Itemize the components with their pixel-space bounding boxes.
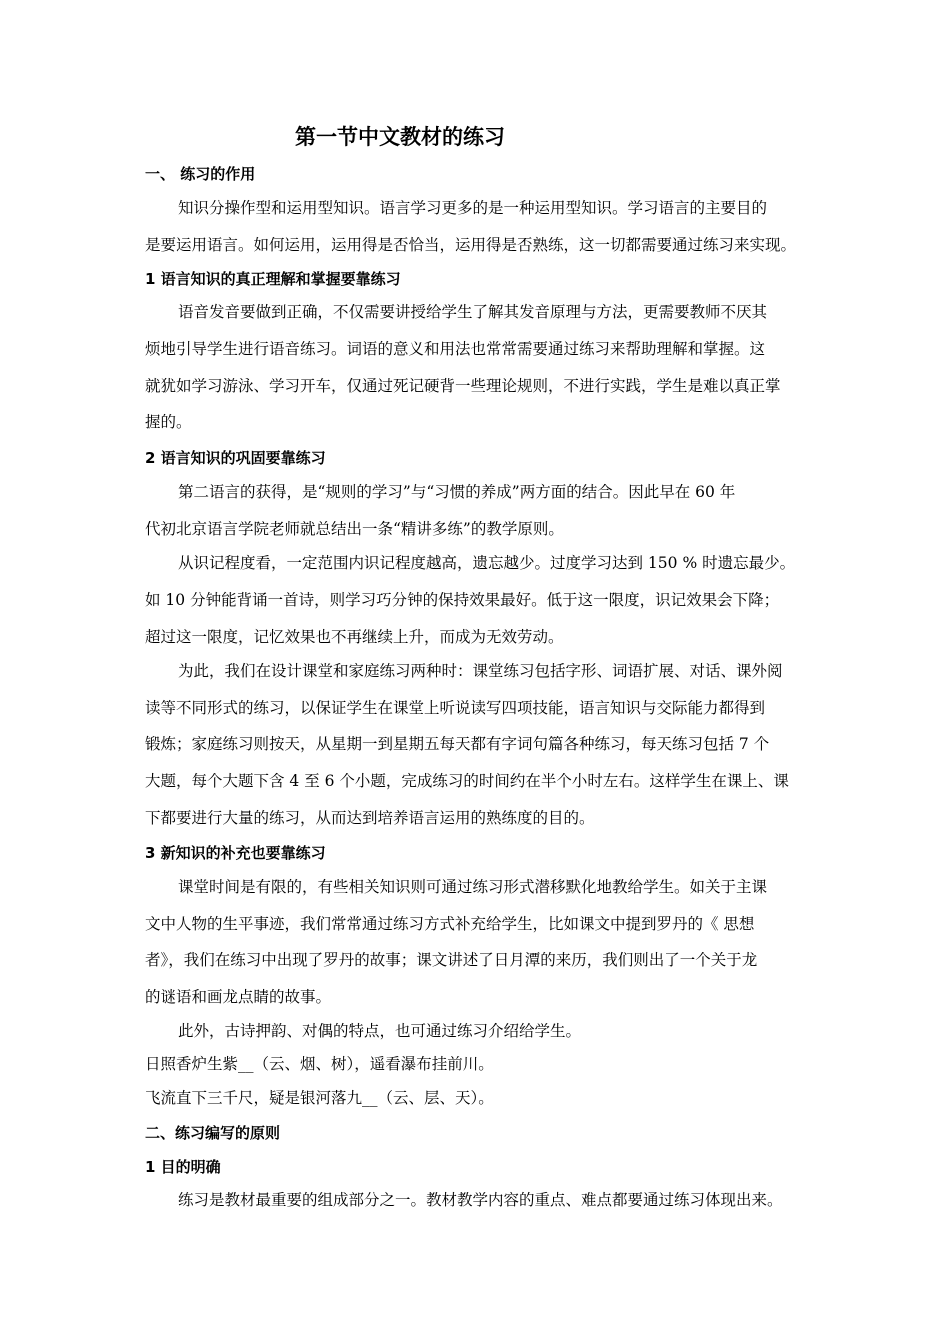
paragraph-line: 为此，我们在设计课堂和家庭练习两种时：课堂练习包括字形、词语扩展、对话、课外阅: [178, 662, 783, 680]
paragraph-line: 如 10 分钟能背诵一首诗，则学习巧分钟的保持效果最好。低于这一限度，识记效果会下降；: [145, 591, 780, 609]
paragraph-line: 下都要进行大量的练习，从而达到培养语言运用的熟练度的目的。: [145, 809, 595, 827]
paragraph-line: 的谜语和画龙点睛的故事。: [145, 988, 332, 1006]
paragraph-line: 就犹如学习游泳、学习开车，仅通过死记硬背一些理论规则，不进行实践，学生是难以真正掌: [145, 377, 781, 395]
poem-line: 日照香炉生紫__（云、烟、树），遥看瀑布挂前川。: [145, 1055, 494, 1073]
paragraph-line: 知识分操作型和运用型知识。语言学习更多的是一种运用型知识。学习语言的主要目的: [178, 199, 768, 217]
subsection-heading: 2 语言知识的巩固要靠练习: [145, 449, 326, 467]
paragraph-line: 握的。: [145, 413, 192, 431]
paragraph-line: 文中人物的生平事迹，我们常常通过练习方式补充给学生，比如课文中提到罗丹的《 思想: [145, 915, 755, 933]
paragraph-line: 此外，古诗押韵、对偶的特点，也可通过练习介绍给学生。: [178, 1022, 582, 1040]
paragraph-line: 者》，我们在练习中出现了罗丹的故事；课文讲述了日月潭的来历，我们则出了一个关于龙: [145, 951, 758, 969]
paragraph-line: 从识记程度看，一定范围内识记程度越高，遗忘越少。过度学习达到 150 % 时遗忘最少。: [178, 554, 796, 572]
paragraph-line: 烦地引导学生进行语音练习。词语的意义和用法也常常需要通过练习来帮助理解和掌握。这: [145, 340, 766, 358]
paragraph-line: 第二语言的获得，是“规则的学习”与“习惯的养成”两方面的结合。因此早在 60 年: [178, 483, 736, 501]
paragraph-line: 超过这一限度，记忆效果也不再继续上升，而成为无效劳动。: [145, 628, 564, 646]
paragraph-line: 大题，每个大题下含 4 至 6 个小题，完成练习的时间约在半个小时左右。这样学生在课上、课: [145, 772, 789, 790]
subsection-heading: 1 目的明确: [145, 1158, 221, 1176]
page-title: 第一节中文教材的练习: [295, 125, 505, 149]
paragraph-line: 语音发音要做到正确，不仅需要讲授给学生了解其发音原理与方法，更需要教师不厌其: [178, 303, 768, 321]
paragraph-line: 锻炼；家庭练习则按天，从星期一到星期五每天都有字词句篇各种练习，每天练习包括 7 个: [145, 735, 770, 753]
section-heading: 二、练习编写的原则: [145, 1124, 281, 1142]
paragraph-line: 练习是教材最重要的组成部分之一。教材教学内容的重点、难点都要通过练习体现出来。: [178, 1191, 783, 1209]
paragraph-line: 课堂时间是有限的，有些相关知识则可通过练习形式潜移默化地教给学生。如关于主课: [178, 878, 768, 896]
paragraph-line: 读等不同形式的练习，以保证学生在课堂上听说读写四项技能，语言知识与交际能力都得到: [145, 699, 766, 717]
paragraph-line: 代初北京语言学院老师就总结出一条“精讲多练”的教学原则。: [145, 520, 564, 538]
subsection-heading: 1 语言知识的真正理解和掌握要靠练习: [145, 270, 401, 288]
paragraph-line: 是要运用语言。如何运用，运用得是否恰当，运用得是否熟练，这一切都需要通过练习来实现。: [145, 236, 797, 254]
poem-line: 飞流直下三千尺，疑是银河落九__（云、层、天）。: [145, 1089, 494, 1107]
section-heading: 一、 练习的作用: [145, 165, 256, 183]
subsection-heading: 3 新知识的补充也要靠练习: [145, 844, 326, 862]
